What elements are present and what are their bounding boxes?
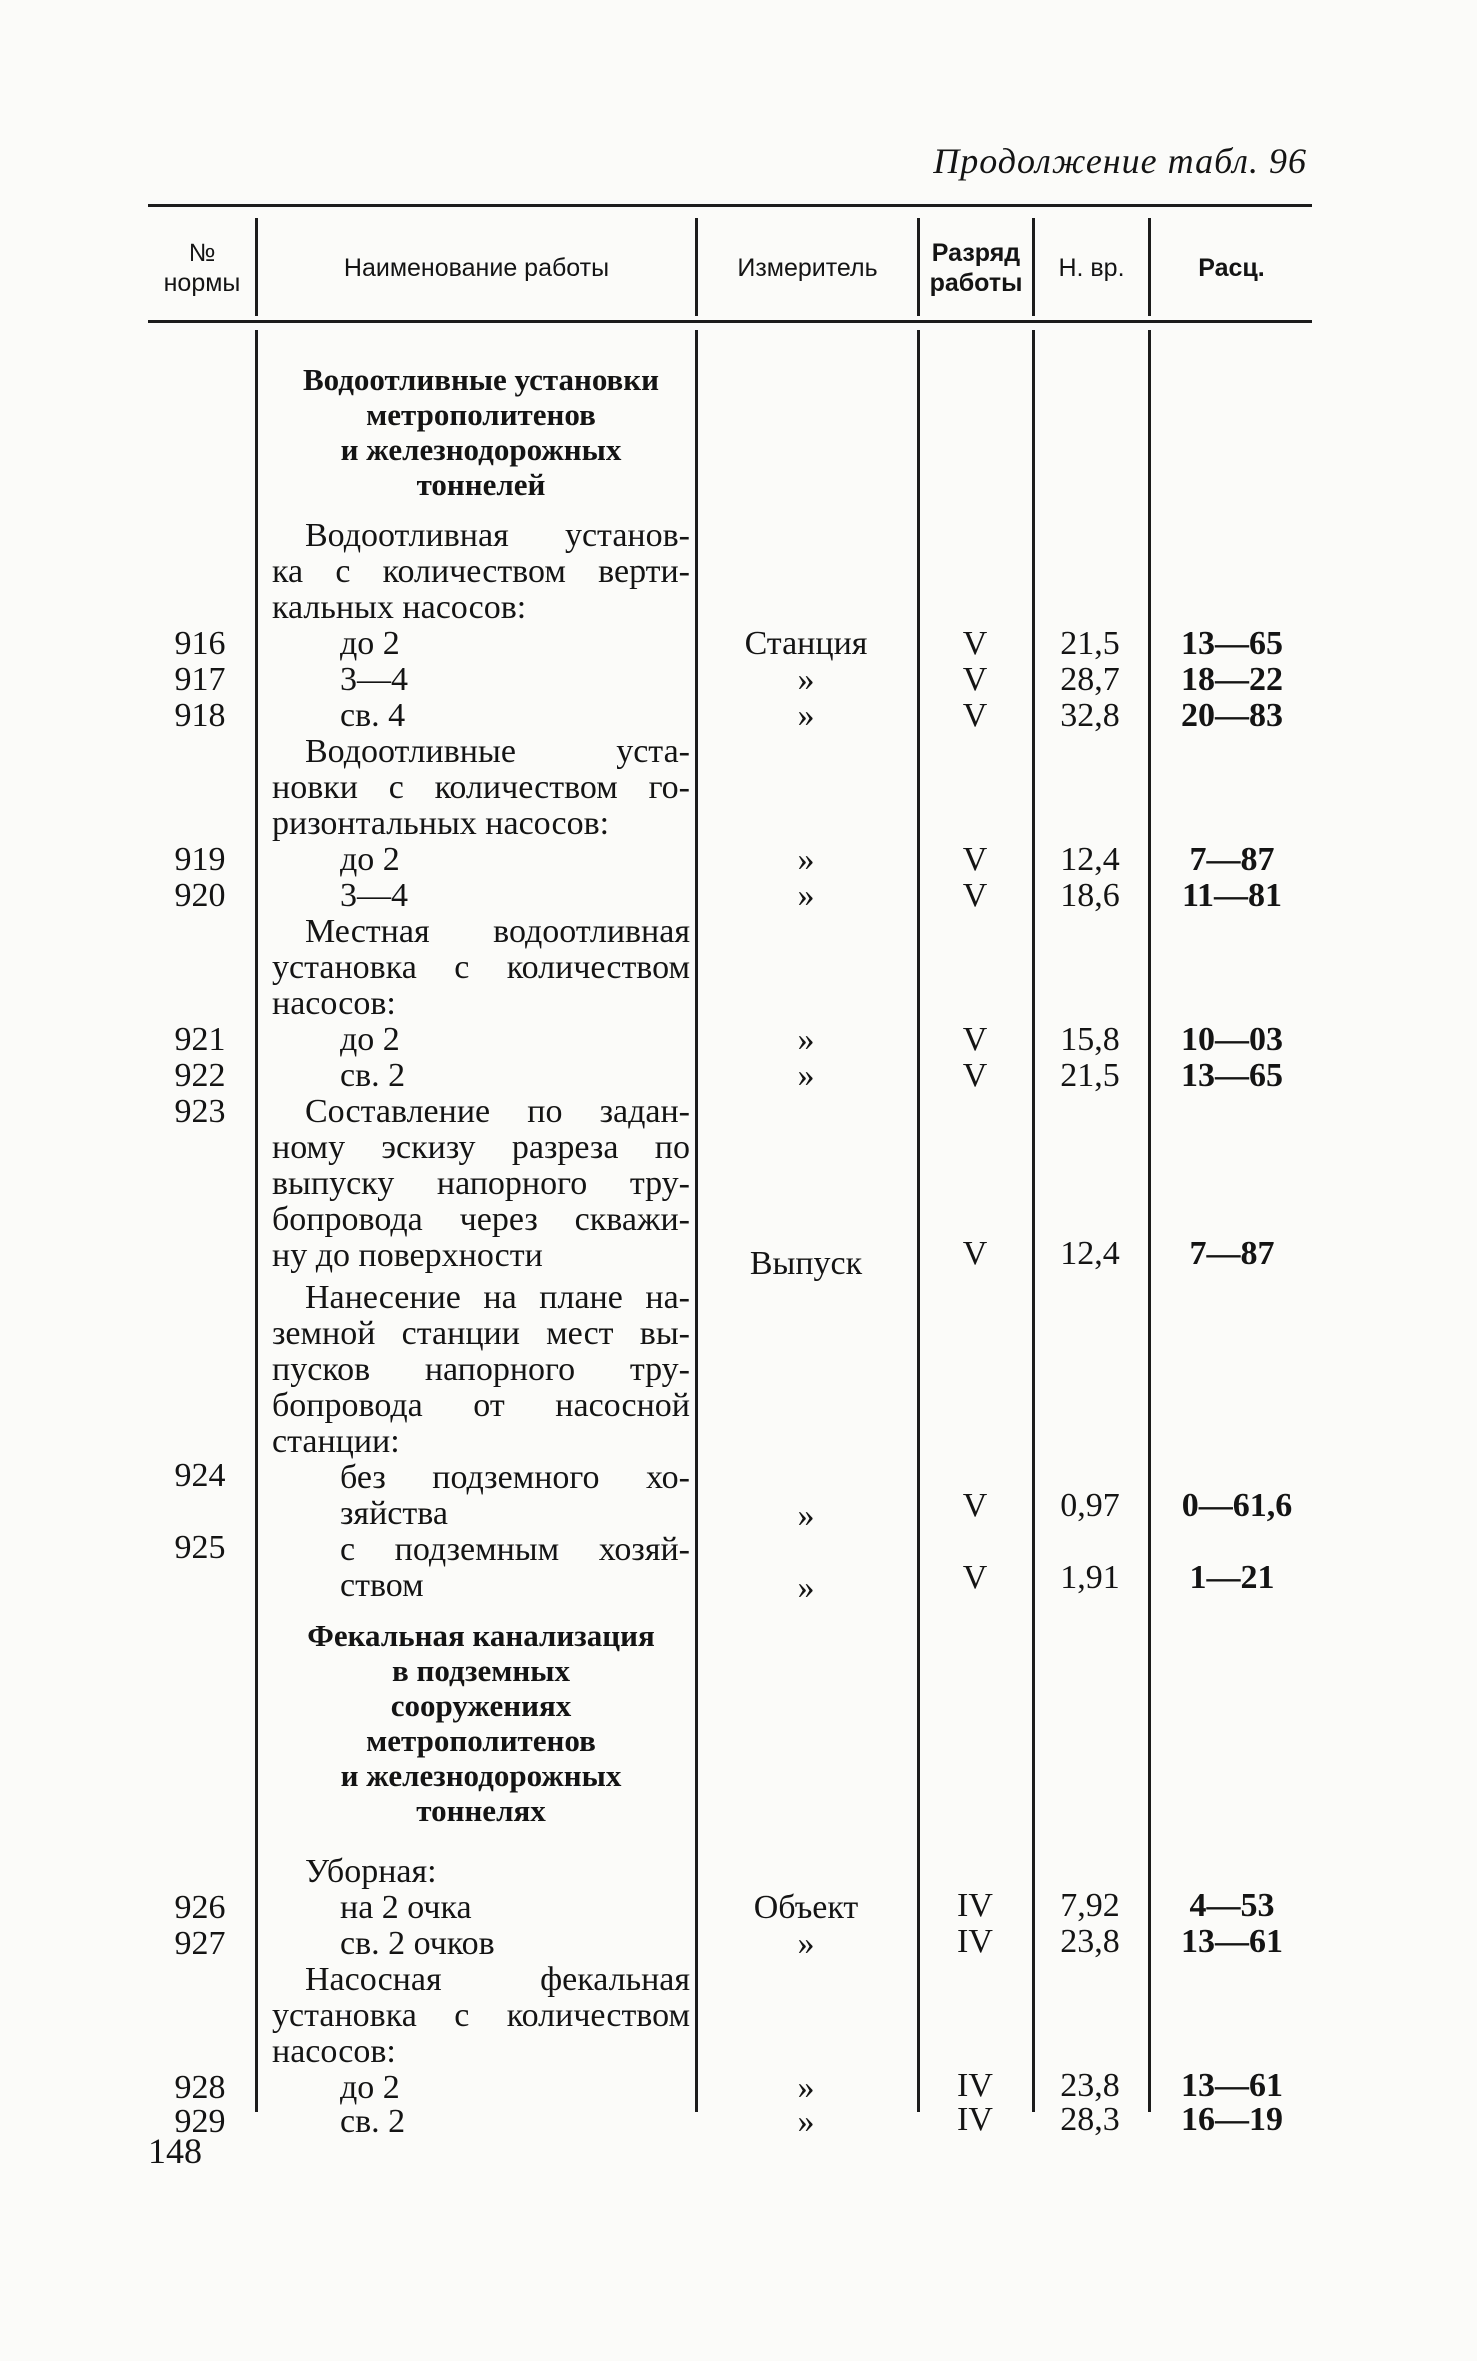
group-text: Нанесение на плане на- <box>305 1279 690 1316</box>
work-name: зяйства <box>340 1495 448 1532</box>
rate: 0—61,6 <box>1181 1487 1293 1524</box>
unit: » <box>797 661 815 698</box>
group-text: станции: <box>272 1423 400 1460</box>
norm-number: 918 <box>174 697 226 734</box>
work-name: ну до поверхности <box>272 1237 543 1274</box>
group-text: насосов: <box>272 2033 396 2070</box>
grade: V <box>962 877 988 914</box>
group-text: Уборная: <box>305 1853 437 1890</box>
column-divider <box>1148 330 1151 2112</box>
work-name: до 2 <box>340 841 400 878</box>
page-number: 148 <box>148 2131 202 2171</box>
work-name: выпуску напорного тру- <box>272 1165 690 1202</box>
norm-number: 927 <box>174 1925 226 1962</box>
grade: V <box>962 1057 988 1094</box>
rate: 16—19 <box>1181 2101 1283 2138</box>
grade: V <box>962 661 988 698</box>
grade: IV <box>957 2101 993 2138</box>
time-norm: 18,6 <box>1060 877 1120 914</box>
header-time-norm: Н. вр. <box>1058 253 1125 282</box>
unit: » <box>797 841 815 878</box>
section-heading: Фекальная канализация в подземных сооружениях метрополитенов и железнодорожных тоннелях <box>307 1618 655 1828</box>
time-norm: 23,8 <box>1060 2067 1120 2104</box>
header-rate: Расц. <box>1198 253 1265 282</box>
time-norm: 1,91 <box>1060 1559 1120 1596</box>
rate: 18—22 <box>1181 661 1283 698</box>
rate: 13—65 <box>1181 625 1283 662</box>
rate: 1—21 <box>1189 1559 1275 1596</box>
rate: 13—65 <box>1181 1057 1283 1094</box>
group-text: установка с количеством <box>272 1997 690 2034</box>
norm-number: 921 <box>174 1021 226 1058</box>
unit: » <box>797 1057 815 1094</box>
group-text: пусков напорного тру- <box>272 1351 690 1388</box>
work-name: св. 2 <box>340 2103 406 2140</box>
group-text: кальных насосов: <box>272 589 527 626</box>
time-norm: 0,97 <box>1060 1487 1120 1524</box>
norm-number: 929 <box>174 2103 226 2140</box>
grade: V <box>962 841 988 878</box>
unit: Объект <box>753 1889 859 1926</box>
rate: 13—61 <box>1181 1923 1283 1960</box>
grade: V <box>962 625 988 662</box>
norm-number: 920 <box>174 877 226 914</box>
grade: V <box>962 697 988 734</box>
unit: » <box>797 1569 815 1606</box>
time-norm: 15,8 <box>1060 1021 1120 1058</box>
unit: » <box>797 697 815 734</box>
norm-number: 928 <box>174 2069 226 2106</box>
unit: » <box>797 1925 815 1962</box>
norm-number: 916 <box>174 625 226 662</box>
header-grade: Разряд работы <box>929 238 1023 297</box>
time-norm: 21,5 <box>1060 1057 1120 1094</box>
rate: 7—87 <box>1189 1235 1275 1272</box>
norm-number: 926 <box>174 1889 226 1926</box>
grade: IV <box>957 1923 993 1960</box>
header-bottom-rule <box>148 320 1312 323</box>
group-text: ка с количеством верти- <box>272 553 690 590</box>
unit: Станция <box>744 625 868 662</box>
group-text: Водоотливные уста- <box>305 733 690 770</box>
table-top-rule <box>148 204 1312 207</box>
work-name: до 2 <box>340 625 400 662</box>
work-name: бопровода через скважи- <box>272 1201 690 1238</box>
grade: V <box>962 1559 988 1596</box>
time-norm: 28,7 <box>1060 661 1120 698</box>
time-norm: 21,5 <box>1060 625 1120 662</box>
work-name: св. 2 <box>340 1057 406 1094</box>
time-norm: 12,4 <box>1060 841 1120 878</box>
header-work-name: Наименование работы <box>343 253 610 282</box>
work-name: 3—4 <box>340 877 408 914</box>
grade: V <box>962 1235 988 1272</box>
group-text: Местная водоотливная <box>305 913 690 950</box>
group-text: новки с количеством го- <box>272 769 690 806</box>
column-divider <box>255 330 258 2112</box>
rate: 7—87 <box>1189 841 1275 878</box>
work-name: ством <box>340 1567 424 1604</box>
work-name: на 2 очка <box>340 1889 472 1926</box>
group-text: ризонтальных насосов: <box>272 805 610 842</box>
column-divider <box>695 330 698 2112</box>
unit: » <box>797 2103 815 2140</box>
norm-number: 924 <box>174 1457 226 1494</box>
rate: 11—81 <box>1181 877 1283 914</box>
time-norm: 7,92 <box>1060 1887 1120 1924</box>
norm-number: 922 <box>174 1057 226 1094</box>
unit: » <box>797 2069 815 2106</box>
group-text: Насосная фекальная <box>305 1961 690 1998</box>
table-caption: Продолжение табл. 96 <box>933 141 1307 181</box>
time-norm: 32,8 <box>1060 697 1120 734</box>
norm-number: 923 <box>174 1093 226 1130</box>
unit: » <box>797 1021 815 1058</box>
norm-number: 925 <box>174 1529 226 1566</box>
work-name: с подземным хозяй- <box>340 1531 690 1568</box>
group-text: установка с количеством <box>272 949 690 986</box>
time-norm: 23,8 <box>1060 1923 1120 1960</box>
work-name: св. 4 <box>340 697 406 734</box>
rate: 10—03 <box>1181 1021 1283 1058</box>
norm-number: 917 <box>174 661 226 698</box>
work-name: Составление по задан- <box>305 1093 690 1130</box>
work-name: без подземного хо- <box>340 1459 690 1496</box>
work-name: св. 2 очков <box>340 1925 495 1962</box>
grade: V <box>962 1021 988 1058</box>
rate: 13—61 <box>1181 2067 1283 2104</box>
grade: IV <box>957 2067 993 2104</box>
grade: V <box>962 1487 988 1524</box>
grade: IV <box>957 1887 993 1924</box>
time-norm: 12,4 <box>1060 1235 1120 1272</box>
work-name: до 2 <box>340 1021 400 1058</box>
unit: » <box>797 1497 815 1534</box>
rate: 4—53 <box>1189 1887 1275 1924</box>
work-name: 3—4 <box>340 661 408 698</box>
work-name: до 2 <box>340 2069 400 2106</box>
group-text: Водоотливная установ- <box>305 517 690 554</box>
unit: Выпуск <box>749 1245 863 1282</box>
unit: » <box>797 877 815 914</box>
rate: 20—83 <box>1181 697 1283 734</box>
norm-number: 919 <box>174 841 226 878</box>
header-unit: Измеритель <box>737 253 878 282</box>
header-norm-number: № нормы <box>163 238 241 297</box>
column-divider <box>917 330 920 2112</box>
column-divider <box>1032 330 1035 2112</box>
time-norm: 28,3 <box>1060 2101 1120 2138</box>
group-text: насосов: <box>272 985 396 1022</box>
work-name: ному эскизу разреза по <box>272 1129 690 1166</box>
group-text: бопровода от насосной <box>272 1387 690 1424</box>
section-heading: Водоотливные установки метрополитенов и железнодорожных тоннелей <box>302 362 660 502</box>
group-text: земной станции мест вы- <box>272 1315 690 1352</box>
